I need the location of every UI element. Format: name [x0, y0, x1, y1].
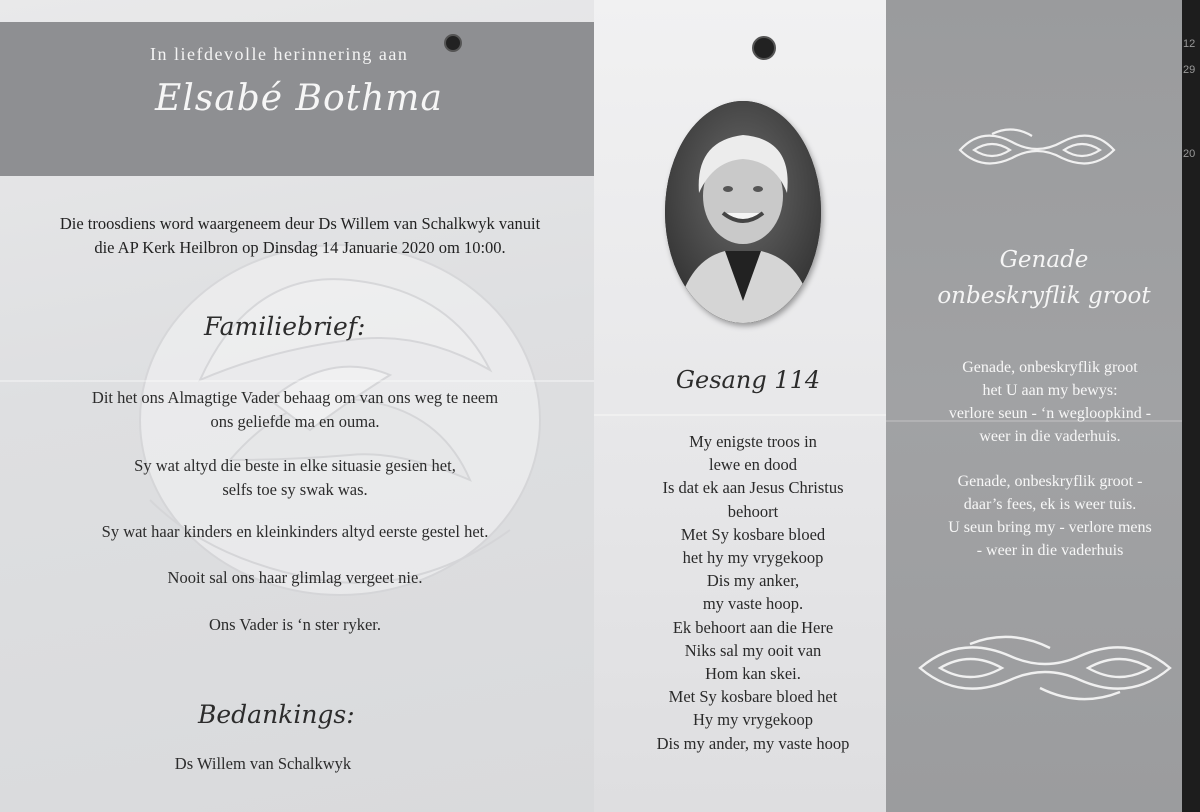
song-title — [900, 242, 1188, 314]
song-verse — [900, 470, 1200, 562]
family-letter-paragraph — [10, 454, 580, 502]
hymn-line: Is dat ek aan Jesus Christus — [662, 478, 844, 498]
dedication-text: In liefdevolle herinnering aan — [150, 44, 409, 64]
verse-line: Genade, onbeskryflik groot - — [957, 473, 1143, 490]
song-title-line: onbeskryflik groot — [937, 283, 1151, 309]
hymn-text — [600, 430, 906, 755]
edge-digit: 29 — [1183, 64, 1196, 76]
edge-digit: 20 — [1183, 148, 1196, 160]
verse-line: weer in die vaderhuis. — [979, 428, 1121, 445]
punch-hole — [444, 34, 462, 52]
punch-hole — [752, 36, 776, 60]
edge-digit: 12 — [1183, 38, 1196, 50]
family-letter-paragraph: Sy wat haar kinders en kleinkinders altyd eerste gestel het. — [101, 522, 489, 541]
verse-line: U seun bring my - verlore mens — [948, 519, 1152, 536]
paper-fold — [594, 414, 894, 416]
verse-line: Genade, onbeskryflik groot — [962, 359, 1138, 376]
verse-line: daar’s fees, ek is weer tuis. — [963, 496, 1137, 513]
family-letter-paragraph — [10, 386, 580, 434]
hymn-line: Hom kan skei. — [705, 664, 801, 684]
portrait-image — [665, 101, 821, 323]
paper-fold — [0, 380, 594, 382]
service-notice — [20, 212, 580, 260]
hymn-line: Met Sy kosbare bloed — [680, 524, 826, 544]
hymn-line: Met Sy kosbare bloed het — [668, 687, 838, 707]
hymn-line: Niks sal my ooit van — [684, 640, 822, 660]
paragraph-line: Dit het ons Almagtige Vader behaag om van ons weg te neem — [91, 388, 499, 407]
background-calendar-strip — [1182, 0, 1200, 812]
hymn-line: Ek behoort aan die Here — [672, 617, 834, 637]
song-verse — [900, 356, 1200, 448]
verse-line: - weer in die vaderhuis — [976, 542, 1124, 559]
hymn-line: Dis my anker, — [706, 571, 800, 591]
deceased-name: Elsabé Bothma — [155, 78, 443, 119]
paragraph-line: selfs toe sy swak was. — [222, 480, 368, 499]
hymn-line: My enigste troos in — [689, 432, 817, 451]
thanks-name: Ds Willem van Schalkwyk — [174, 754, 352, 773]
service-line: Die troosdiens word waargeneem deur Ds Willem van Schalkwyk vanuit — [59, 214, 541, 233]
hymn-line: lewe en dood — [709, 455, 797, 475]
flourish-ornament-bottom — [910, 628, 1180, 708]
verse-line: verlore seun - ‘n wegloopkind - — [948, 405, 1152, 422]
thanks-heading: Bedankings: — [198, 700, 355, 729]
family-letter-paragraph: Ons Vader is ‘n ster ryker. — [209, 615, 381, 634]
verse-line: het U aan my bewys: — [982, 382, 1118, 399]
hymn-line: behoort — [727, 501, 779, 521]
family-letter-heading: Familiebrief: — [204, 312, 366, 341]
hymn-line: Dis my ander, my vaste hoop — [656, 733, 850, 753]
hymn-line: het hy my vrygekoop — [682, 548, 824, 568]
paragraph-line: Sy wat altyd die beste in elke situasie gesien het, — [134, 456, 456, 475]
hymn-line: Hy my vrygekoop — [692, 710, 814, 730]
service-line: die AP Kerk Heilbron op Dinsdag 14 Januarie 2020 om 10:00. — [94, 238, 506, 257]
flourish-ornament-top — [952, 122, 1122, 178]
song-title-line: Genade — [999, 247, 1089, 273]
hymn-line: my vaste hoop. — [702, 594, 804, 614]
portrait-photo — [665, 101, 821, 323]
paragraph-line: ons geliefde ma en ouma. — [210, 412, 380, 431]
family-letter-paragraph: Nooit sal ons haar glimlag vergeet nie. — [167, 568, 423, 587]
hymn-title: Gesang 114 — [675, 366, 821, 394]
